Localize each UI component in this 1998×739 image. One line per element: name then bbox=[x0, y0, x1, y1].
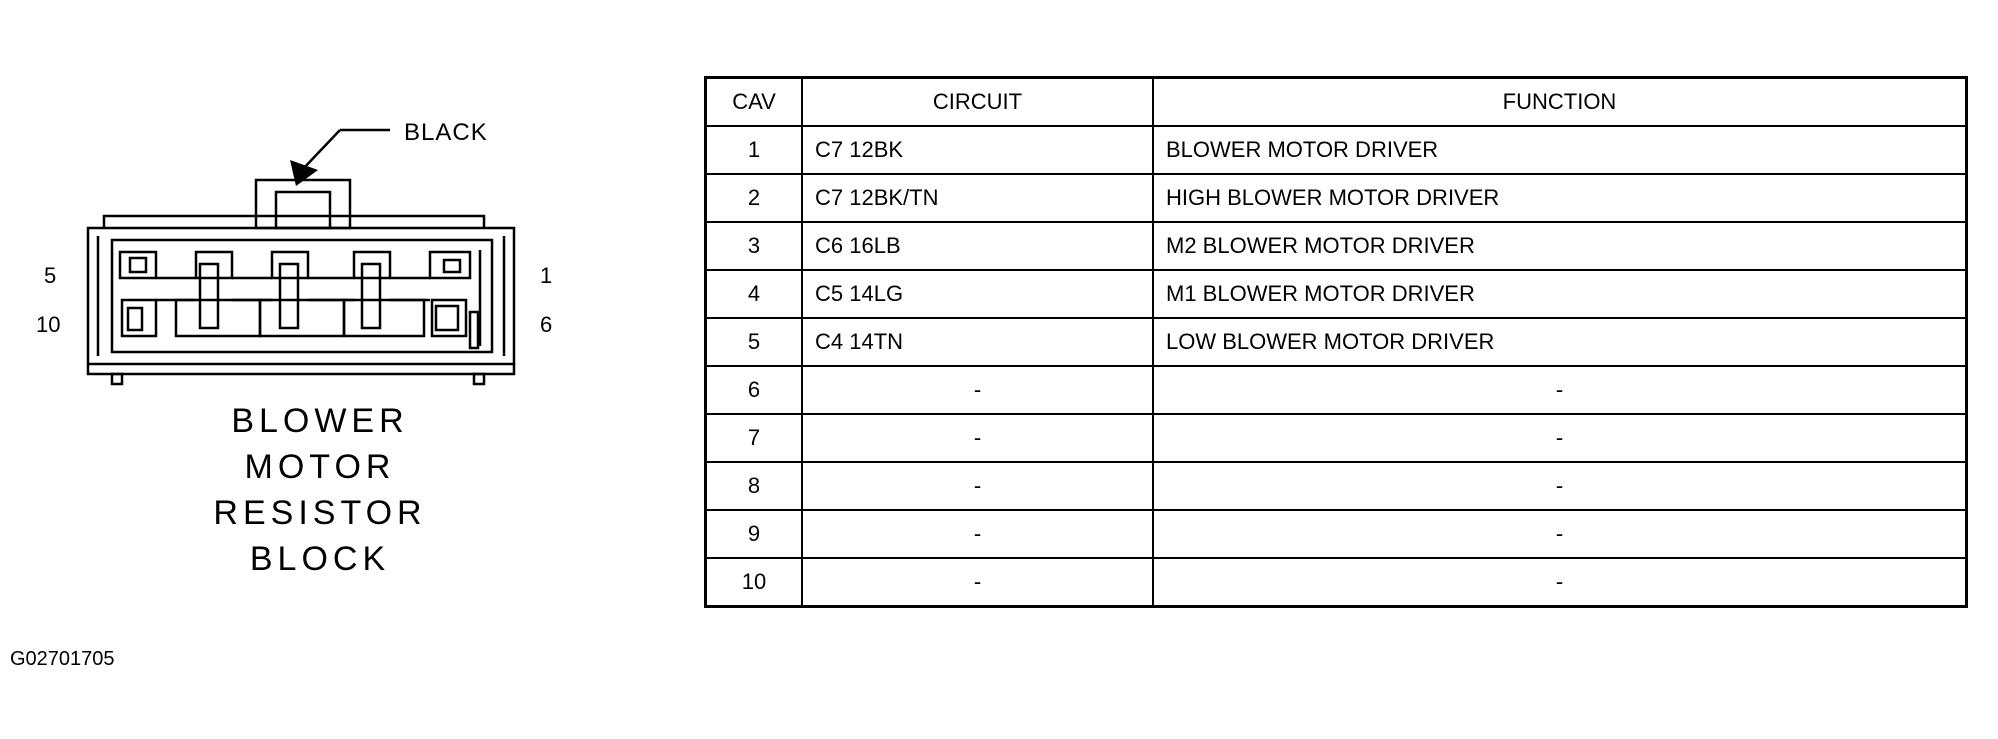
header-circuit: CIRCUIT bbox=[802, 78, 1153, 127]
component-name-line: MOTOR bbox=[244, 448, 396, 486]
table-row bbox=[706, 318, 1967, 366]
connector-housing bbox=[88, 228, 514, 364]
pin-label-5: 5 bbox=[44, 263, 57, 288]
component-name-line: BLOWER bbox=[231, 402, 409, 440]
cell-cav: 4 bbox=[706, 270, 803, 318]
connector-latch bbox=[256, 180, 350, 228]
cell-cav: 1 bbox=[706, 126, 803, 174]
cell-circuit: - bbox=[802, 462, 1153, 510]
cell-circuit: - bbox=[802, 414, 1153, 462]
cell-cav: 5 bbox=[706, 318, 803, 366]
pinout-table bbox=[704, 76, 1968, 608]
connector-bottom-rail bbox=[88, 364, 514, 374]
terminal-3 bbox=[280, 264, 298, 328]
figure-id: G02701705 bbox=[10, 648, 115, 670]
table-row bbox=[706, 462, 1967, 510]
table-row bbox=[706, 558, 1967, 607]
cell-cav: 9 bbox=[706, 510, 803, 558]
cell-function: M1 BLOWER MOTOR DRIVER bbox=[1153, 270, 1967, 318]
cell-circuit: C4 14TN bbox=[802, 318, 1153, 366]
cell-function: - bbox=[1153, 558, 1967, 607]
cell-function: M2 BLOWER MOTOR DRIVER bbox=[1153, 222, 1967, 270]
component-name bbox=[170, 398, 470, 582]
cell-cav: 6 bbox=[706, 366, 803, 414]
table-row bbox=[706, 414, 1967, 462]
cell-circuit: C5 14LG bbox=[802, 270, 1153, 318]
cell-function: - bbox=[1153, 366, 1967, 414]
cell-circuit: - bbox=[802, 510, 1153, 558]
table-row bbox=[706, 270, 1967, 318]
terminal-2 bbox=[362, 264, 380, 328]
cell-circuit: - bbox=[802, 366, 1153, 414]
cell-cav: 8 bbox=[706, 462, 803, 510]
pin-label-10: 10 bbox=[36, 312, 61, 337]
cell-function: LOW BLOWER MOTOR DRIVER bbox=[1153, 318, 1967, 366]
header-cav: CAV bbox=[706, 78, 803, 127]
connector-latch-inner bbox=[276, 192, 330, 228]
cell-circuit: C6 16LB bbox=[802, 222, 1153, 270]
cell-function: - bbox=[1153, 414, 1967, 462]
arrow-icon bbox=[290, 160, 318, 186]
cell-function: - bbox=[1153, 462, 1967, 510]
cell-function: BLOWER MOTOR DRIVER bbox=[1153, 126, 1967, 174]
table-header-row bbox=[706, 78, 1967, 127]
component-name-line: BLOCK bbox=[249, 540, 391, 578]
table-row bbox=[706, 222, 1967, 270]
table-row bbox=[706, 510, 1967, 558]
header-function: FUNCTION bbox=[1153, 78, 1967, 127]
cell-cav: 3 bbox=[706, 222, 803, 270]
cavity-8 bbox=[260, 300, 344, 336]
pin-label-6: 6 bbox=[540, 312, 553, 337]
pin-label-1: 1 bbox=[540, 263, 553, 288]
cell-circuit: - bbox=[802, 558, 1153, 607]
table-row bbox=[706, 126, 1967, 174]
cell-circuit: C7 12BK/TN bbox=[802, 174, 1153, 222]
component-name-line: RESISTOR bbox=[213, 494, 427, 532]
table-row bbox=[706, 174, 1967, 222]
cavity-7 bbox=[344, 300, 424, 336]
cell-cav: 10 bbox=[706, 558, 803, 607]
wire-color-label: BLACK bbox=[404, 119, 488, 146]
cell-function: HIGH BLOWER MOTOR DRIVER bbox=[1153, 174, 1967, 222]
table-row bbox=[706, 366, 1967, 414]
cell-function: - bbox=[1153, 510, 1967, 558]
connector-upper-lip bbox=[104, 216, 484, 228]
cell-cav: 2 bbox=[706, 174, 803, 222]
cell-circuit: C7 12BK bbox=[802, 126, 1153, 174]
cell-cav: 7 bbox=[706, 414, 803, 462]
cavity-5 bbox=[120, 252, 156, 278]
cavity-1 bbox=[430, 252, 470, 278]
terminal-4 bbox=[200, 264, 218, 328]
